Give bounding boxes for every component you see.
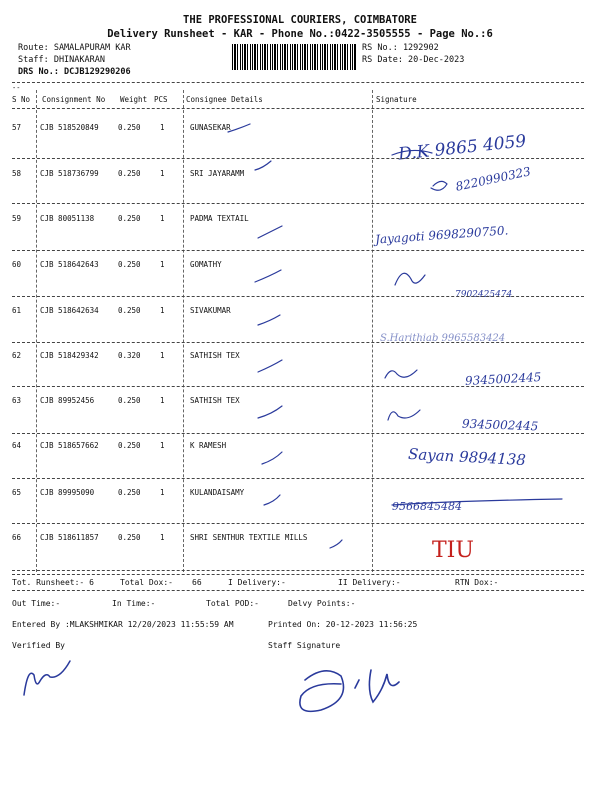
row-weight: 0.250 [118, 306, 141, 315]
row-signature: S.Harithiab 9965583424 [380, 333, 506, 344]
row-consignee: GOMATHY [190, 260, 222, 269]
row-consignee: SATHISH TEX [190, 396, 240, 405]
staff-signature [285, 650, 445, 720]
row-sno: 59 [12, 214, 22, 223]
runsheet-subtitle: Delivery Runsheet - KAR - Phone No.:0422-3505555 - Page No.:6 [107, 28, 493, 40]
rs-date: RS Date: 20-Dec-2023 [362, 55, 465, 65]
row-sno: 58 [12, 169, 22, 178]
row-consignment: CJB 89995090 [40, 488, 95, 497]
row-consignee: KULANDAISAMY [190, 488, 245, 497]
row-signature: Jayagoti 9698290750. [374, 223, 509, 247]
row-consignee: PADMA TEXTAIL [190, 214, 249, 223]
divider-mark: -- [12, 84, 21, 92]
row-consignee: GUNASEKAR [190, 123, 231, 132]
divider [12, 574, 584, 575]
staff-signature-label: Staff Signature [268, 641, 341, 650]
row-consignment: CJB 80051138 [40, 214, 95, 223]
row-consignee: SHRI SENTHUR TEXTILE MILLS [190, 533, 308, 542]
row-consignment: CJB 518642634 [40, 306, 99, 315]
row-consignment: CJB 518520849 [40, 123, 99, 132]
row-weight: 0.250 [118, 396, 141, 405]
row-pcs: 1 [160, 396, 165, 405]
row-pcs: 1 [160, 441, 165, 450]
row-sno: 57 [12, 123, 22, 132]
row-weight: 0.250 [118, 488, 141, 497]
col-signature: Signature [376, 95, 417, 104]
drs-number: DRS No.: DCJB129290206 [18, 67, 131, 77]
row-pcs: 1 [160, 351, 165, 360]
row-weight: 0.250 [118, 169, 141, 178]
divider [12, 590, 584, 591]
rs-number: RS No.: 1292902 [362, 43, 439, 53]
row-sno: 64 [12, 441, 22, 450]
rtn-dox: RTN Dox:- [455, 578, 499, 587]
row-pcs: 1 [160, 169, 165, 178]
entered-by: Entered By :MLAKSHMIKAR 12/20/2023 11:55:59 AM [12, 620, 234, 629]
row-signature: Sayan 9894138 [407, 444, 527, 470]
row-signature: 7902425474 [455, 290, 513, 300]
row-signature: D.K 9865 4059 [397, 131, 528, 165]
row-pcs: 1 [160, 533, 165, 542]
company-title: THE PROFESSIONAL COURIERS, COIMBATORE [183, 14, 417, 26]
row-consignment: CJB 89952456 [40, 396, 95, 405]
total-dox-value: 66 [192, 578, 202, 587]
row-weight: 0.250 [118, 441, 141, 450]
row-sno: 61 [12, 306, 22, 315]
row-weight: 0.250 [118, 123, 141, 132]
row-consignee: SRI JAYARAMM [190, 169, 245, 178]
i-delivery: I Delivery:- [228, 578, 286, 587]
ii-delivery: II Delivery:- [338, 578, 401, 587]
col-consignee: Consignee Details [186, 95, 263, 104]
row-sno: 63 [12, 396, 22, 405]
out-time: Out Time:- [12, 599, 61, 608]
row-consignment: CJB 518657662 [40, 441, 99, 450]
row-pcs: 1 [160, 306, 165, 315]
col-consignment: Consignment No [42, 95, 106, 104]
row-consignee: K RAMESH [190, 441, 227, 450]
row-consignment: CJB 518429342 [40, 351, 99, 360]
printed-on: Printed On: 20-12-2023 11:56:25 [268, 620, 418, 629]
verified-signature [14, 655, 94, 705]
row-sno: 65 [12, 488, 22, 497]
row-signature: 9345002445 [461, 416, 539, 434]
route-label: Route: SAMALAPURAM KAR [18, 43, 131, 53]
row-consignee: SATHISH TEX [190, 351, 240, 360]
row-sno: 66 [12, 533, 22, 542]
row-sno: 60 [12, 260, 22, 269]
col-pcs: PCS [154, 95, 168, 104]
in-time: In Time:- [112, 599, 156, 608]
row-weight: 0.250 [118, 260, 141, 269]
total-pod: Total POD:- [206, 599, 259, 608]
row-signature: 9345002445 [464, 370, 542, 388]
row-sno: 62 [12, 351, 22, 360]
row-consignment: CJB 518642643 [40, 260, 99, 269]
row-pcs: 1 [160, 214, 165, 223]
row-pcs: 1 [160, 260, 165, 269]
row-weight: 0.320 [118, 351, 141, 360]
row-weight: 0.250 [118, 533, 141, 542]
row-pcs: 1 [160, 488, 165, 497]
row-consignee: SIVAKUMAR [190, 306, 231, 315]
row-pcs: 1 [160, 123, 165, 132]
delvy-points: Delvy Points:- [288, 599, 356, 608]
row-consignment: CJB 518611857 [40, 533, 99, 542]
row-signature: TIU [432, 538, 474, 563]
row-weight: 0.250 [118, 214, 141, 223]
row-signature: 9566845484 [392, 500, 462, 513]
col-sno: S No [12, 95, 31, 104]
col-weight: Weight [120, 95, 148, 104]
verified-by-label: Verified By [12, 641, 65, 650]
row-consignment: CJB 518736799 [40, 169, 99, 178]
row-signature: 8220990323 [454, 164, 532, 194]
total-dox-label: Total Dox:- [120, 578, 173, 587]
staff-label: Staff: DHINAKARAN [18, 55, 105, 65]
tot-runsheet: Tot. Runsheet:- 6 [12, 578, 94, 587]
